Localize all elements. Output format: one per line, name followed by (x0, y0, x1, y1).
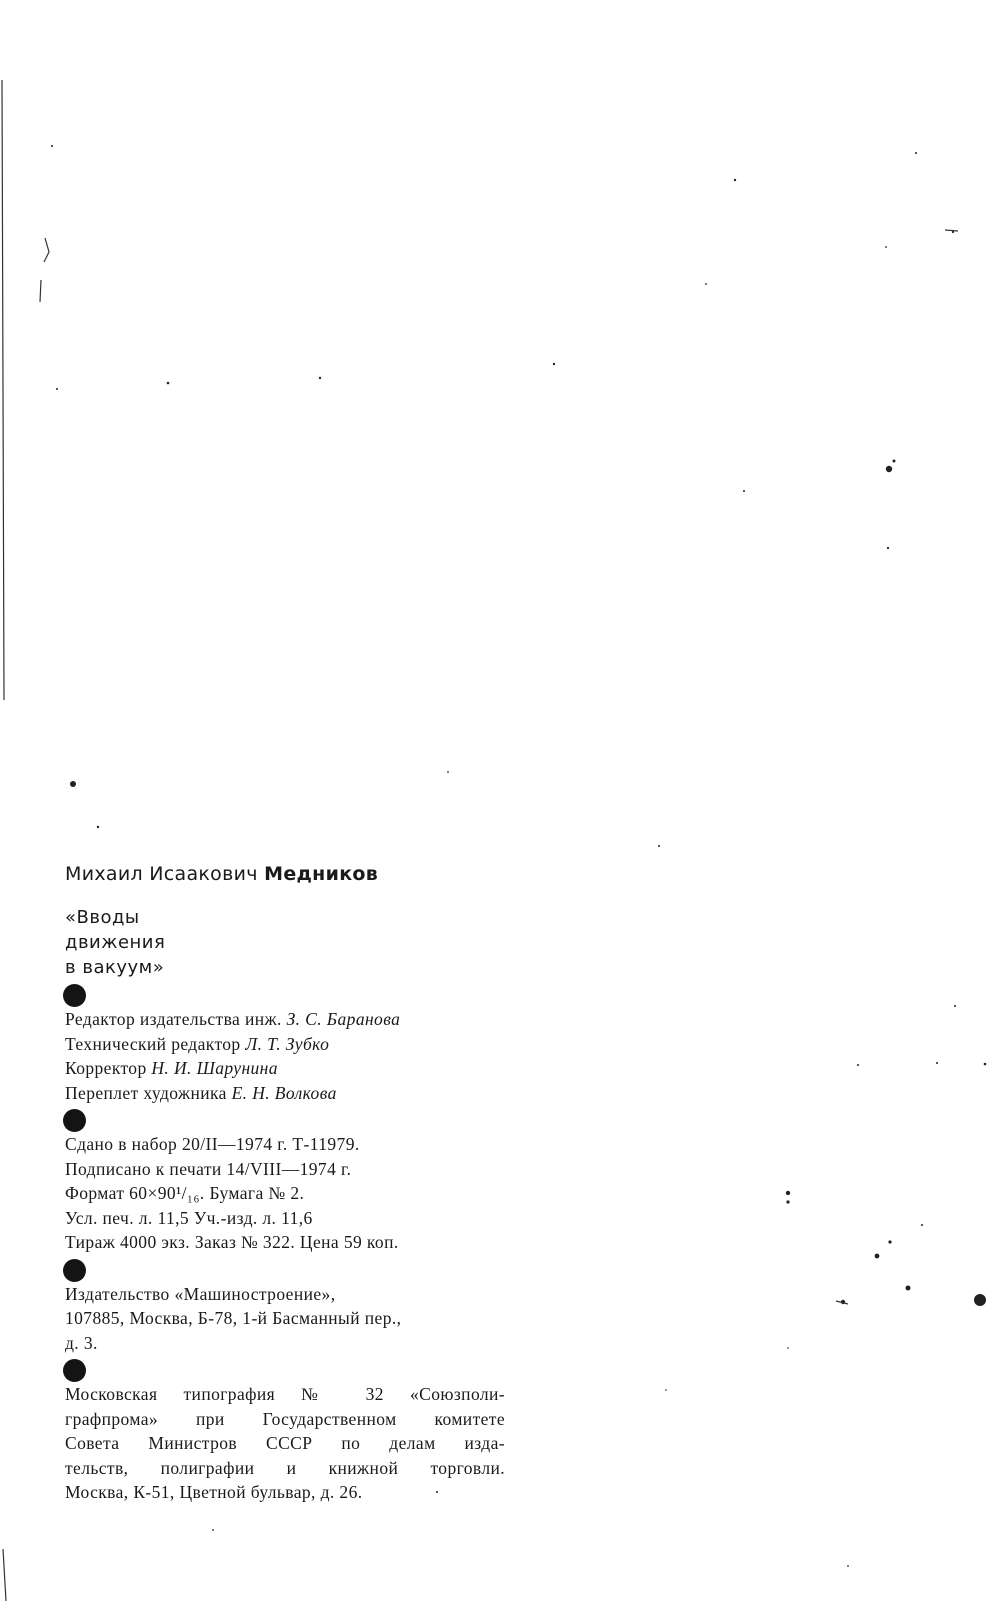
author-surname: Медников (264, 863, 379, 885)
author-name (65, 856, 505, 892)
printer-line: Московская типография № 32 «Союзполи- (65, 1384, 505, 1404)
section-bullet (63, 1259, 86, 1282)
credit-person: Н. И. Шарунина (151, 1058, 278, 1078)
credit-line (65, 1032, 505, 1057)
section-bullet (63, 1109, 86, 1132)
section-bullet (63, 984, 86, 1007)
book-title-line: в вакуум» (65, 957, 165, 978)
print-detail-line: Формат 60×90¹/₁₆. Бумага № 2. (65, 1183, 305, 1203)
print-detail-line: Сдано в набор 20/II—1974 г. Т-11979. (65, 1134, 360, 1154)
print-details-block (65, 1132, 505, 1255)
printer-line: тельств, полиграфии и книжной торговли. (65, 1457, 505, 1478)
credits-block (65, 1007, 505, 1105)
section-bullet (63, 1359, 86, 1382)
credit-line (65, 1007, 505, 1032)
colophon (65, 856, 505, 1505)
credit-line (65, 1081, 505, 1106)
print-detail-line: Подписано к печати 14/VIII—1974 г. (65, 1158, 352, 1179)
credit-role: Переплет художника (65, 1082, 227, 1103)
credit-role: Редактор издательства инж. (65, 1009, 282, 1029)
publisher-block (65, 1282, 505, 1356)
book-title-line: движения (65, 932, 166, 953)
credit-line (65, 1056, 505, 1081)
publisher-line: Издательство «Машиностроение», (65, 1283, 336, 1304)
credit-person: Л. Т. Зубко (245, 1033, 330, 1054)
print-detail-line: Тираж 4000 экз. Заказ № 322. Цена 59 коп. (65, 1232, 399, 1252)
book-title (65, 905, 505, 980)
printer-block (65, 1382, 505, 1505)
printer-line: графпрома» при Государственном комитете (65, 1408, 505, 1429)
print-detail-line: Усл. печ. л. 11,5 Уч.-изд. л. 11,6 (65, 1207, 313, 1228)
publisher-line: д. 3. (65, 1332, 98, 1353)
printer-line: Совета Министров СССР по делам изда- (65, 1433, 505, 1453)
credit-person: Е. Н. Волкова (231, 1082, 337, 1103)
printer-line: Москва, К-51, Цветной бульвар, д. 26. (65, 1482, 363, 1502)
book-title-line: «Вводы (65, 907, 140, 928)
publisher-line: 107885, Москва, Б-78, 1-й Басманный пер., (65, 1308, 402, 1328)
author-given-names: Михаил Исаакович (65, 863, 258, 885)
credit-person: З. С. Баранова (286, 1009, 401, 1029)
credit-role: Корректор (65, 1058, 147, 1078)
credit-role: Технический редактор (65, 1033, 241, 1054)
